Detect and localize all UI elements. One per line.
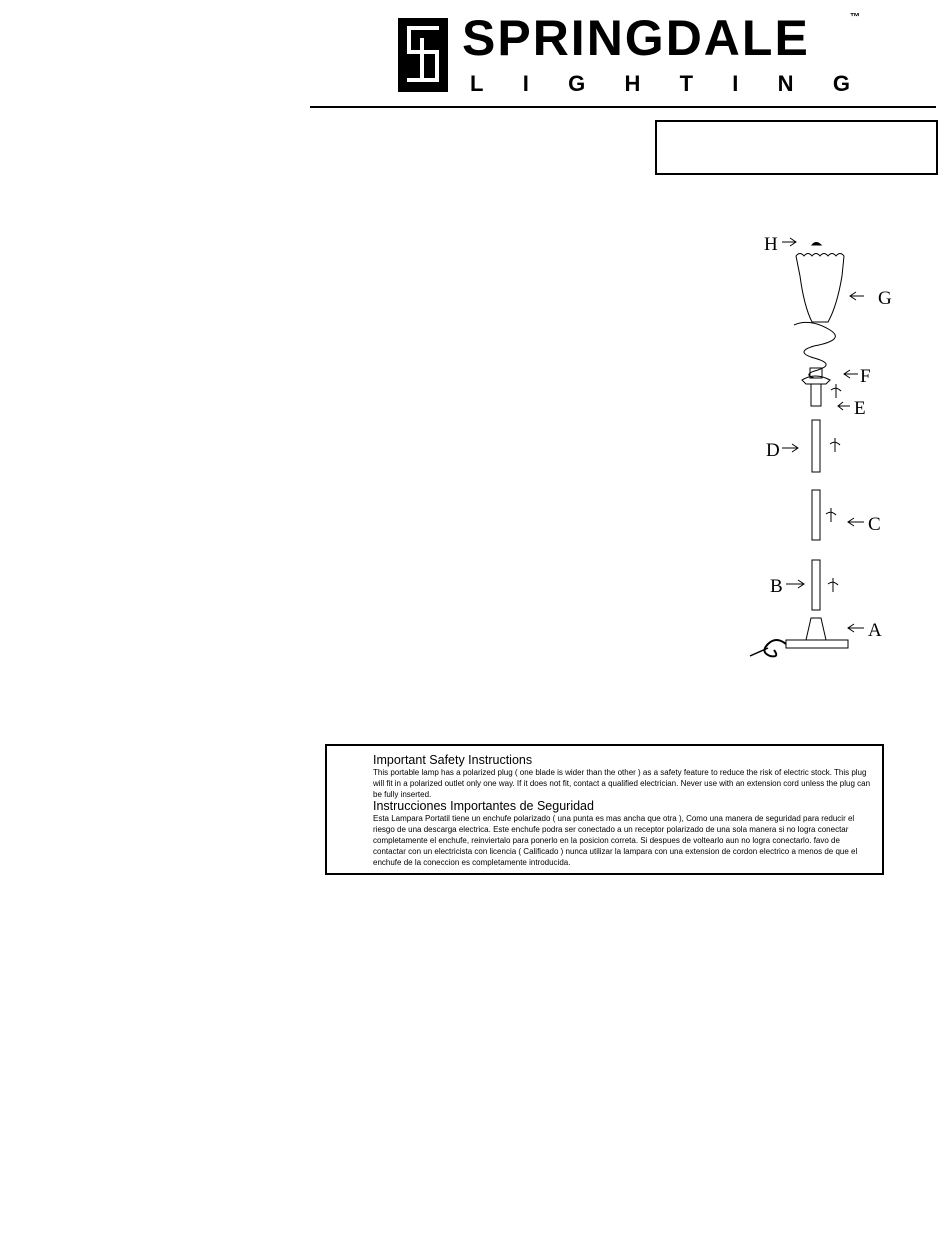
safety-title-es: Instrucciones Importantes de Seguridad bbox=[373, 799, 594, 813]
brand-sub-letter: L bbox=[470, 71, 484, 96]
brand-sub-letter: H bbox=[624, 71, 641, 96]
brand-sub-letter: I bbox=[732, 71, 739, 96]
cord-coil bbox=[794, 322, 835, 378]
finial-part bbox=[812, 243, 821, 246]
safety-instructions-box bbox=[325, 744, 884, 875]
pole-d bbox=[812, 420, 820, 472]
part-label-f: F bbox=[860, 366, 871, 387]
lamp-assembly-diagram bbox=[740, 226, 900, 670]
brand-sub-letter: G bbox=[568, 71, 586, 96]
safety-body-en: This portable lamp has a polarized plug ( one blade is wider than the other ) as a safety feature to reduce the risk of electric stock. This plug will fit in a polarized outlet only one way. If it does not fit, contact a qualified electrician. Never use with an extension cord unless the plug can be fully inserted. bbox=[373, 768, 871, 799]
springdale-logo-mark bbox=[398, 18, 448, 92]
pole-b bbox=[812, 560, 820, 610]
safety-body-es: Esta Lampara Portatil tiene un enchufe polarizado ( una punta es mas ancha que otra ), Como una manera de seguridad para reducir el riesgo de una descarga electrica. Este enchufe podra ser conectado a un receptor polarizado de una sola manera si no logra conectar completamente el enchufe, reinviertalo para ponerlo en la posicion correta. Si despues de voltearlo aun no logra conectarlo. favo de contactar con un electricista con licencia ( Calificado ) nunca utilizar la lampara con una extension de cordon electrico a menos de que el enchufe de la coneccion es completamente introducida. bbox=[373, 814, 858, 867]
arrow-g bbox=[850, 292, 864, 300]
brand-name: SPRINGDALE bbox=[462, 10, 810, 66]
base-plate bbox=[786, 640, 848, 648]
socket-part bbox=[802, 376, 830, 384]
brand-logo bbox=[398, 12, 858, 96]
arrow-d bbox=[782, 444, 798, 452]
arrow-f bbox=[844, 370, 858, 378]
brand-sub-letter: N bbox=[777, 71, 794, 96]
arrow-e bbox=[838, 402, 850, 410]
part-label-a: A bbox=[868, 620, 882, 641]
safety-title-en: Important Safety Instructions bbox=[373, 753, 533, 767]
brand-subtitle bbox=[470, 72, 850, 96]
part-label-e: E bbox=[854, 398, 866, 419]
part-label-b: B bbox=[770, 576, 783, 597]
brand-sub-letter: T bbox=[679, 71, 694, 96]
brand-sub-letter: I bbox=[522, 71, 529, 96]
safety-content bbox=[373, 754, 873, 868]
base-neck bbox=[806, 618, 826, 640]
glass-shade-part bbox=[796, 254, 844, 323]
arrow-c bbox=[848, 518, 864, 526]
part-label-g: G bbox=[878, 288, 892, 309]
arrow-b bbox=[786, 580, 804, 588]
arrow-a bbox=[848, 624, 864, 632]
arrow-h bbox=[782, 238, 796, 246]
trademark-symbol: ™ bbox=[850, 12, 860, 23]
brand-sub-letter: G bbox=[832, 71, 850, 96]
part-label-d: D bbox=[766, 440, 780, 461]
part-label-h: H bbox=[764, 234, 778, 255]
part-label-c: C bbox=[868, 514, 881, 535]
model-label-box bbox=[655, 120, 938, 175]
header-divider bbox=[310, 106, 936, 108]
connector-part bbox=[811, 384, 821, 406]
pole-c bbox=[812, 490, 820, 540]
